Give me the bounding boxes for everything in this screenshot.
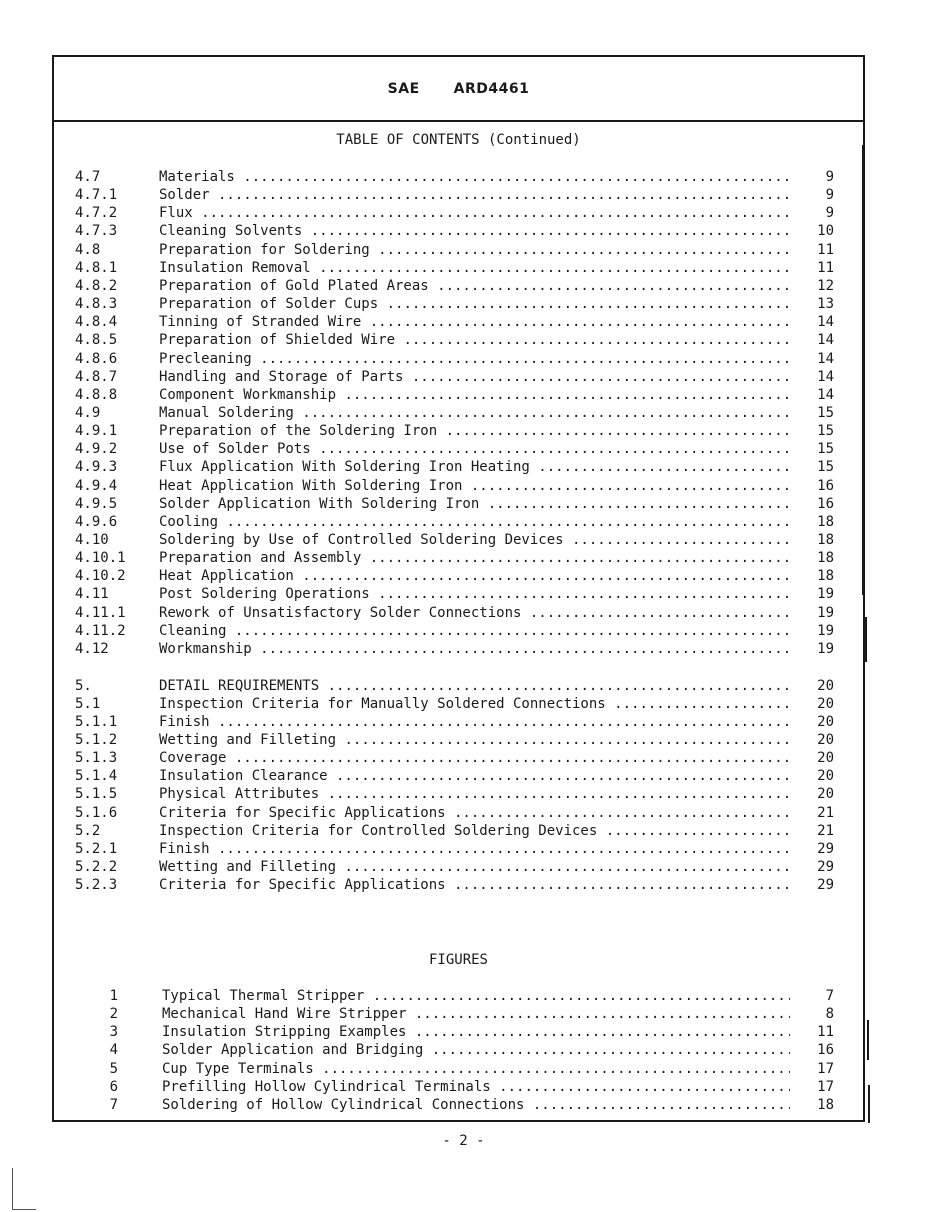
figure-title: Typical Thermal Stripper ..... xyxy=(162,987,790,1005)
page-ref: 9 xyxy=(825,169,834,185)
section-number: 5.2 xyxy=(75,822,101,839)
section-number: 4.11.2 xyxy=(75,622,126,639)
section-title: Physical Attributes ..... xyxy=(159,785,789,803)
section-title: Insulation Clearance ..... xyxy=(159,767,789,785)
page-ref: 15 xyxy=(817,459,834,476)
section-title: Solder ..... xyxy=(159,186,789,204)
section-title: Preparation for Soldering ..... xyxy=(159,241,789,259)
section-title: Cleaning ..... xyxy=(159,622,789,640)
page-ref: 18 xyxy=(817,532,834,548)
page-ref: 14 xyxy=(817,386,834,403)
change-bar xyxy=(862,145,864,595)
page-ref: 29 xyxy=(817,840,834,857)
section-number: 4.7 xyxy=(75,169,101,185)
section-number: 4.11 xyxy=(75,586,109,603)
section-title: Criteria for Specific Applications ..... xyxy=(159,804,789,822)
figure-title: Cup Type Terminals ..... xyxy=(162,1060,790,1078)
change-bar xyxy=(867,1020,869,1060)
page-ref: 9 xyxy=(825,187,834,204)
section-number: 4.9.3 xyxy=(75,459,118,476)
page-ref: 8 xyxy=(825,1006,834,1023)
figure-title: Mechanical Hand Wire Stripper ..... xyxy=(162,1005,790,1023)
section-title: Solder Application With Soldering Iron ..... xyxy=(159,495,789,513)
section-number: 5.2.3 xyxy=(75,877,118,894)
page-ref: 20 xyxy=(817,750,834,767)
section-number: 5. xyxy=(75,677,92,694)
page-ref: 18 xyxy=(817,513,834,530)
section-title: Heat Application With Soldering Iron ..... xyxy=(159,477,789,495)
page-ref: 9 xyxy=(825,205,834,222)
section-title: Tinning of Stranded Wire ..... xyxy=(159,313,789,331)
section-number: 4.11.1 xyxy=(75,604,126,621)
section-number: 5.1.6 xyxy=(75,804,118,821)
section-number: 4.9.5 xyxy=(75,495,118,512)
section-title: Preparation of Solder Cups ..... xyxy=(159,295,789,313)
section-number: 4.8.3 xyxy=(75,296,118,313)
page-ref: 16 xyxy=(817,1042,834,1059)
page-ref: 20 xyxy=(817,732,834,748)
section-title: Cleaning Solvents ..... xyxy=(159,222,789,240)
section-title: Precleaning ..... xyxy=(159,350,789,368)
org-name: SAE xyxy=(387,81,420,97)
section-title: Soldering by Use of Controlled Soldering Devices ..... xyxy=(159,531,789,549)
page-ref: 20 xyxy=(817,786,834,803)
figure-number: 6 xyxy=(109,1078,118,1095)
section-title: Component Workmanship ..... xyxy=(159,386,789,404)
section-number: 4.7.1 xyxy=(75,187,118,204)
section-number: 4.10.2 xyxy=(75,568,126,585)
figure-number: 2 xyxy=(109,1006,118,1023)
section-title: Coverage ..... xyxy=(159,749,789,767)
section-title: Preparation of Gold Plated Areas ..... xyxy=(159,277,789,295)
section-number: 4.7.2 xyxy=(75,205,118,222)
section-number: 4.8.4 xyxy=(75,314,118,331)
scan-mark xyxy=(12,1168,13,1210)
figure-title: Soldering of Hollow Cylindrical Connections ..... xyxy=(162,1096,790,1114)
page-ref: 29 xyxy=(817,877,834,894)
section-title: Rework of Unsatisfactory Solder Connections ..... xyxy=(159,604,789,622)
change-bar xyxy=(865,617,867,662)
page-ref: 18 xyxy=(817,550,834,567)
figure-number: 7 xyxy=(109,1096,118,1113)
section-title: Post Soldering Operations ..... xyxy=(159,585,789,603)
section-number: 5.2.2 xyxy=(75,859,118,876)
page-ref: 18 xyxy=(817,1096,834,1113)
page-ref: 7 xyxy=(825,988,834,1004)
section-number: 4.12 xyxy=(75,640,109,657)
page-ref: 20 xyxy=(817,695,834,712)
section-title: Preparation of Shielded Wire ..... xyxy=(159,331,789,349)
toc-title: TABLE OF CONTENTS (Continued) xyxy=(336,132,581,148)
section-number: 4.8.8 xyxy=(75,386,118,403)
header-band xyxy=(54,57,863,122)
page-ref: 20 xyxy=(817,768,834,785)
page-ref: 11 xyxy=(817,259,834,276)
scan-mark xyxy=(12,1209,36,1210)
document-identifier xyxy=(54,81,863,97)
page-ref: 14 xyxy=(817,332,834,349)
section-title: Wetting and Filleting ..... xyxy=(159,858,789,876)
page-ref: 11 xyxy=(817,241,834,258)
section-number: 5.1.5 xyxy=(75,786,118,803)
figure-number: 5 xyxy=(109,1060,118,1077)
page-number: - 2 - xyxy=(442,1133,485,1149)
section-title: Manual Soldering ..... xyxy=(159,404,789,422)
page-ref: 29 xyxy=(817,859,834,876)
page-ref: 16 xyxy=(817,477,834,494)
figure-number: 1 xyxy=(109,988,118,1004)
page-ref: 14 xyxy=(817,314,834,331)
section-title: Finish ..... xyxy=(159,840,789,858)
section-number: 4.8.5 xyxy=(75,332,118,349)
section-number: 4.9.1 xyxy=(75,423,118,440)
section-title: Heat Application ..... xyxy=(159,567,789,585)
figure-number: 3 xyxy=(109,1024,118,1041)
section-title: Insulation Removal ..... xyxy=(159,259,789,277)
section-number: 4.8.6 xyxy=(75,350,118,367)
section-number: 5.2.1 xyxy=(75,840,118,857)
page-ref: 15 xyxy=(817,404,834,421)
section-title: Flux Application With Soldering Iron Heating ..... xyxy=(159,458,789,476)
section-title: Use of Solder Pots ..... xyxy=(159,440,789,458)
page-ref: 20 xyxy=(817,677,834,694)
section-number: 5.1.2 xyxy=(75,732,118,748)
change-bar xyxy=(868,1085,870,1123)
page-ref: 19 xyxy=(817,640,834,657)
section-title: Criteria for Specific Applications ..... xyxy=(159,876,789,894)
section-number: 4.8 xyxy=(75,241,101,258)
figures-title: FIGURES xyxy=(428,952,488,968)
page-ref: 18 xyxy=(817,568,834,585)
section-number: 4.10 xyxy=(75,532,109,548)
figure-title: Solder Application and Bridging ..... xyxy=(162,1041,790,1059)
page-ref: 21 xyxy=(817,804,834,821)
page-ref: 15 xyxy=(817,423,834,440)
section-title: Preparation of the Soldering Iron ..... xyxy=(159,422,789,440)
section-number: 4.8.2 xyxy=(75,277,118,294)
section-number: 5.1.3 xyxy=(75,750,118,767)
page-ref: 17 xyxy=(817,1060,834,1077)
section-title: Handling and Storage of Parts ..... xyxy=(159,368,789,386)
section-number: 4.9 xyxy=(75,404,101,421)
section-number: 4.8.7 xyxy=(75,368,118,385)
section-title: Inspection Criteria for Manually Soldered Connections ..... xyxy=(159,695,789,713)
section-number: 4.9.6 xyxy=(75,513,118,530)
section-title: Workmanship ..... xyxy=(159,640,789,658)
section-title: Flux ..... xyxy=(159,204,789,222)
page-ref: 10 xyxy=(817,223,834,240)
page-ref: 17 xyxy=(817,1078,834,1095)
page-ref: 19 xyxy=(817,604,834,621)
section-title: Wetting and Filleting ..... xyxy=(159,731,789,749)
page-ref: 12 xyxy=(817,277,834,294)
section-title: DETAIL REQUIREMENTS ..... xyxy=(159,677,789,695)
figure-title: Insulation Stripping Examples ..... xyxy=(162,1023,790,1041)
section-title: Finish ..... xyxy=(159,713,789,731)
page-ref: 19 xyxy=(817,586,834,603)
section-title: Preparation and Assembly ..... xyxy=(159,549,789,567)
section-number: 5.1 xyxy=(75,695,101,712)
section-title: Inspection Criteria for Controlled Soldering Devices ..... xyxy=(159,822,789,840)
section-number: 5.1.1 xyxy=(75,713,118,730)
page-ref: 14 xyxy=(817,350,834,367)
figure-number: 4 xyxy=(109,1042,118,1059)
section-number: 4.7.3 xyxy=(75,223,118,240)
section-number: 5.1.4 xyxy=(75,768,118,785)
page-ref: 11 xyxy=(817,1024,834,1041)
page-ref: 13 xyxy=(817,296,834,313)
section-number: 4.9.2 xyxy=(75,441,118,458)
section-title: Cooling ..... xyxy=(159,513,789,531)
page-ref: 14 xyxy=(817,368,834,385)
page-ref: 20 xyxy=(817,713,834,730)
page-ref: 15 xyxy=(817,441,834,458)
section-number: 4.9.4 xyxy=(75,477,118,494)
figure-title: Prefilling Hollow Cylindrical Terminals ..... xyxy=(162,1078,790,1096)
section-number: 4.8.1 xyxy=(75,259,118,276)
section-number: 4.10.1 xyxy=(75,550,126,567)
page-ref: 19 xyxy=(817,622,834,639)
page-ref: 21 xyxy=(817,822,834,839)
page-ref: 16 xyxy=(817,495,834,512)
document-number: ARD4461 xyxy=(453,81,530,97)
section-title: Materials ..... xyxy=(159,168,789,186)
